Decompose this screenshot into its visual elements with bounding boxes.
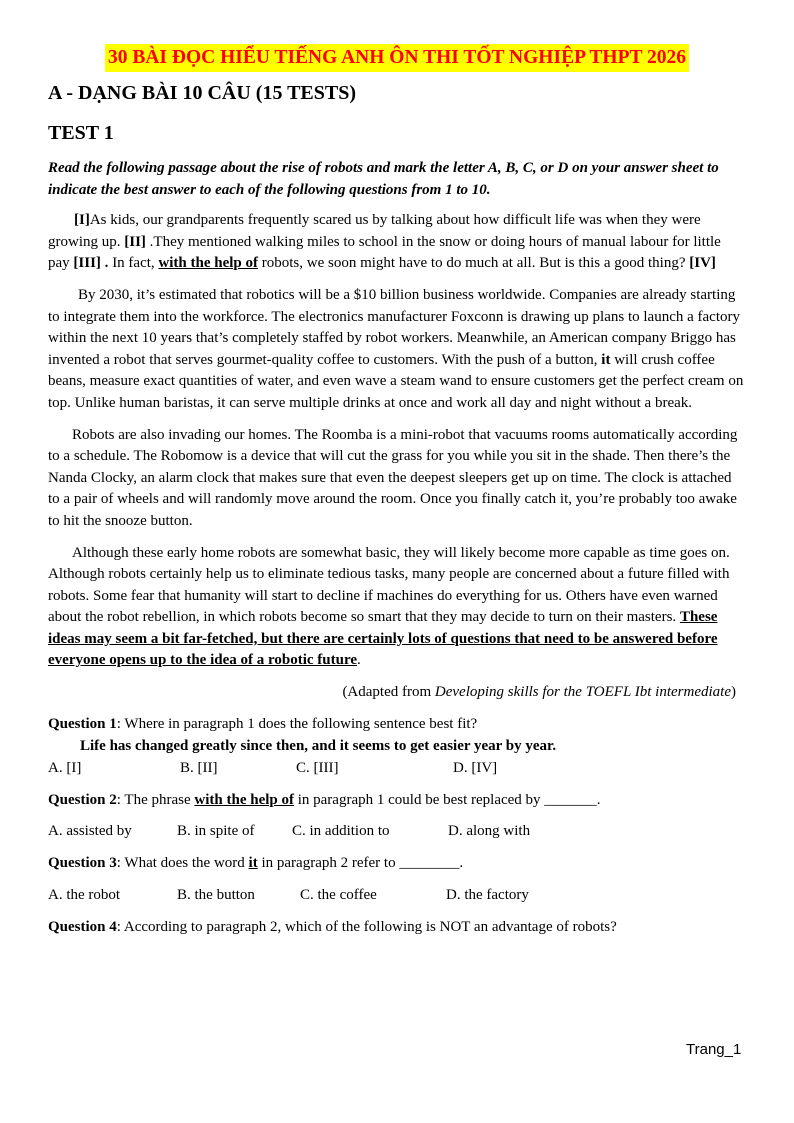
passage-paragraph-4: Although these early home robots are somewhat basic, they will likely become more capable as time goes on. Although robots certainly help us to eliminate tedious tasks, many people are concerned about a future filled with robots. Some fear that humanity will start to decline if machines do everything for us. Others have even warned about the robot rebellion, in which robots become so smart that they may decide to turn on their masters. These ideas may seem a bit far-fetched, but there are certainly lots of questions that need to be answered before everyone opens up to the idea of a robotic future. [48, 544, 730, 668]
question-key-word: it [248, 855, 258, 871]
question-2-options [48, 821, 746, 843]
question-3: Question 3: What does the word it in paragraph 2 refer to ________. [48, 855, 464, 871]
marker-ii: [II] [124, 233, 146, 250]
question-1-options [48, 758, 746, 780]
question-label: Question 3 [48, 855, 117, 871]
passage-paragraph-2: By 2030, it’s estimated that robotics will be a $10 billion business worldwide. Companies are already starting to integrate them into the workforce. The electronics manufacturer Foxconn is drawing up plans to launch a factory within the next 10 years that’s completely staffed by robot workers. Meanwhile, an American company Briggo has invented a robot that serves gourmet-quality coffee to customers. With the push of a button, it will crush coffee beans, measure exact quantities of water, and even wave a steam wand to ensure customers get the perfect cream on top. Unlike human baristas, it can serve multiple drinks at once and work all day and night without a break. [48, 287, 744, 411]
key-word-it: it [601, 351, 611, 368]
question-1: Question 1: Where in paragraph 1 does the following sentence best fit? [48, 715, 478, 732]
option-c[interactable]: C. the coffee [300, 886, 377, 903]
option-a[interactable]: A. the robot [48, 886, 121, 903]
option-d[interactable]: D. [IV] [453, 759, 498, 776]
option-d[interactable]: D. the factory [446, 886, 529, 903]
highlighted-sentence: These ideas may seem a bit far-fetched, but there are certainly lots of questions that need to be answered before everyone opens up to the idea of a robotic future [48, 609, 718, 668]
option-c[interactable]: C. [III] [296, 759, 339, 776]
test-title: TEST 1 [48, 122, 114, 144]
source-title: Developing skills for the TOEFL Ibt intermediate [434, 684, 731, 700]
option-c[interactable]: C. in addition to [292, 823, 390, 839]
document-banner: 30 BÀI ĐỌC HIỂU TIẾNG ANH ÔN THI TỐT NGHIỆP THPT 2026 [105, 44, 689, 72]
section-title: A - DẠNG BÀI 10 CÂU (15 TESTS) [48, 82, 357, 104]
option-a[interactable]: A. assisted by [48, 823, 132, 839]
marker-iii: [III] . [73, 255, 109, 271]
key-phrase-with-the-help-of: with the help of [158, 255, 259, 271]
option-b[interactable]: B. in spite of [177, 823, 255, 839]
marker-i: [I] [74, 212, 90, 228]
question-key-phrase: with the help of [194, 791, 294, 808]
option-b[interactable]: B. the button [177, 886, 255, 903]
question-2: Question 2: The phrase with the help of in paragraph 1 could be best replaced by _______. [48, 791, 601, 808]
question-3-options [48, 885, 746, 907]
option-a[interactable]: A. [I] [48, 759, 82, 776]
marker-iv: [IV] [689, 255, 716, 271]
question-label: Question 1 [48, 715, 117, 732]
insert-sentence: Life has changed greatly since then, and it seems to get easier year by year. [80, 738, 557, 754]
option-b[interactable]: B. [II] [180, 759, 218, 776]
source-citation: (Adapted from Developing skills for the TOEFL Ibt intermediate) [342, 684, 736, 700]
question-4: Question 4: According to paragraph 2, which of the following is NOT an advantage of robots? [48, 918, 617, 935]
document-page [48, 44, 746, 938]
page-number: Trang_1 [686, 1041, 742, 1058]
question-label: Question 4 [48, 918, 117, 935]
banner-container [48, 44, 746, 72]
instruction-text: Read the following passage about the rise of robots and mark the letter A, B, C, or D on your answer sheet to indicate the best answer to each of the following questions from 1 to 10. [48, 160, 719, 198]
passage-paragraph-1: [I]As kids, our grandparents frequently scared us by talking about how difficult life was when they were growing up. [II] .They mentioned walking miles to school in the snow or doing hours of manual labour for little pay [III] . In fact, with the help of robots, we soon might have to do much at all. But is this a good thing? [IV] [48, 212, 721, 271]
option-d[interactable]: D. along with [448, 823, 531, 839]
question-label: Question 2 [48, 791, 117, 808]
passage-paragraph-3: Robots are also invading our homes. The Roomba is a mini-robot that vacuums rooms automatically according to a schedule. The Robomow is a device that will cut the grass for you while you sit in the shade. Then there’s the Nanda Clocky, an alarm clock that makes sure that even the deepest sleepers get up on time. The clock is attached to a pair of wheels and will randomly move around the room. Once you finally catch it, you’re probably too awake to hit the snooze button. [48, 426, 738, 529]
